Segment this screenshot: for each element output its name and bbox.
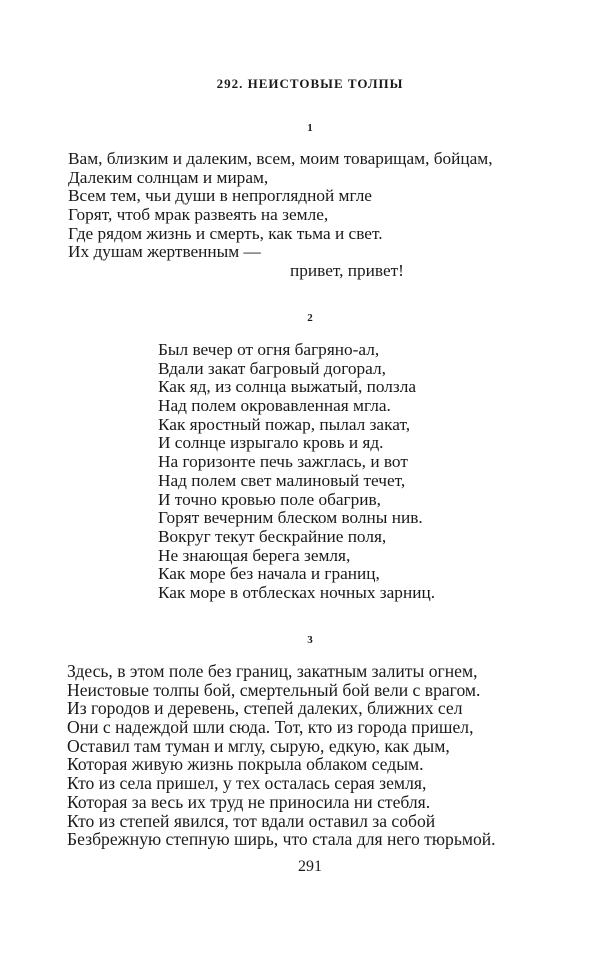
verse-line: Безбрежную степную ширь, что стала для него тюрьмой.	[67, 829, 496, 850]
verse-line: Далеким солнцам и мирам,	[68, 167, 269, 187]
verse-line: Как яростный пожар, пылал закат,	[158, 414, 411, 434]
verse-line: Неистовые толпы бой, смертельный бой вели с врагом.	[67, 679, 481, 700]
verse-line: На горизонте печь зажглась, и вот	[158, 452, 408, 472]
verse-line: Где рядом жизнь и смерть, как тьма и свет.	[68, 223, 383, 243]
verse-line: Вам, близким и далеким, всем, моим товарищам, бойцам,	[68, 149, 493, 168]
verse-line: Кто из степей явился, тот вдали оставил за собой	[67, 810, 436, 831]
verse-line: Кто из села пришел, у тех осталась серая земля,	[67, 773, 427, 794]
poem-title: 292. НЕИСТОВЫЕ ТОЛПЫ	[216, 76, 404, 91]
verse-line: Горят, чтоб мрак развеять на земле,	[68, 205, 329, 225]
verse-line: Они с надеждой шли сюда. Тот, кто из города пришел,	[67, 717, 474, 738]
verse-line: Здесь, в этом поле без границ, закатным залиты огнем,	[67, 661, 478, 681]
section-number-2: 2	[307, 312, 313, 324]
verse-line: привет, привет!	[290, 261, 404, 281]
stanza-3	[67, 662, 496, 849]
verse-line: Над полем свет малиновый течет,	[158, 470, 406, 490]
verse-line: Из городов и деревень, степей далеких, ближних сел	[67, 698, 463, 719]
verse-line: Как яд, из солнца выжатый, ползла	[158, 377, 417, 397]
verse-line: Их душам жертвенным —	[68, 242, 261, 262]
verse-line: Над полем окровавленная мгла.	[158, 396, 391, 416]
verse-line: Как море в отблесках ночных зарниц.	[158, 582, 436, 602]
stanza-1	[68, 150, 493, 281]
verse-line: Оставил там туман и мглу, сырую, едкую, как дым,	[67, 735, 450, 756]
verse-line: Всем тем, чьи души в непроглядной мгле	[68, 186, 372, 206]
page-number: 291	[298, 858, 322, 875]
verse-line: Вдали закат багровый догорал,	[158, 358, 386, 378]
verse-line: И точно кровью поле обагрив,	[158, 489, 382, 509]
section-number-3: 3	[307, 634, 313, 646]
verse-line: И солнце изрыгало кровь и яд.	[158, 433, 384, 453]
verse-line: Которая за весь их труд не приносила ни стебля.	[67, 791, 431, 812]
verse-line: Не знающая берега земля,	[158, 545, 351, 565]
verse-line: Которая живую жизнь покрыла облаком седым.	[67, 754, 424, 775]
verse-line: Как море без начала и границ,	[158, 564, 380, 584]
verse-line: Был вечер от огня багряно-ал,	[158, 340, 380, 359]
verse-line: Горят вечерним блеском волны нив.	[158, 508, 423, 528]
verse-line: Вокруг текут бескрайние поля,	[158, 526, 387, 546]
section-number-1: 1	[307, 122, 313, 134]
stanza-2	[158, 341, 435, 603]
